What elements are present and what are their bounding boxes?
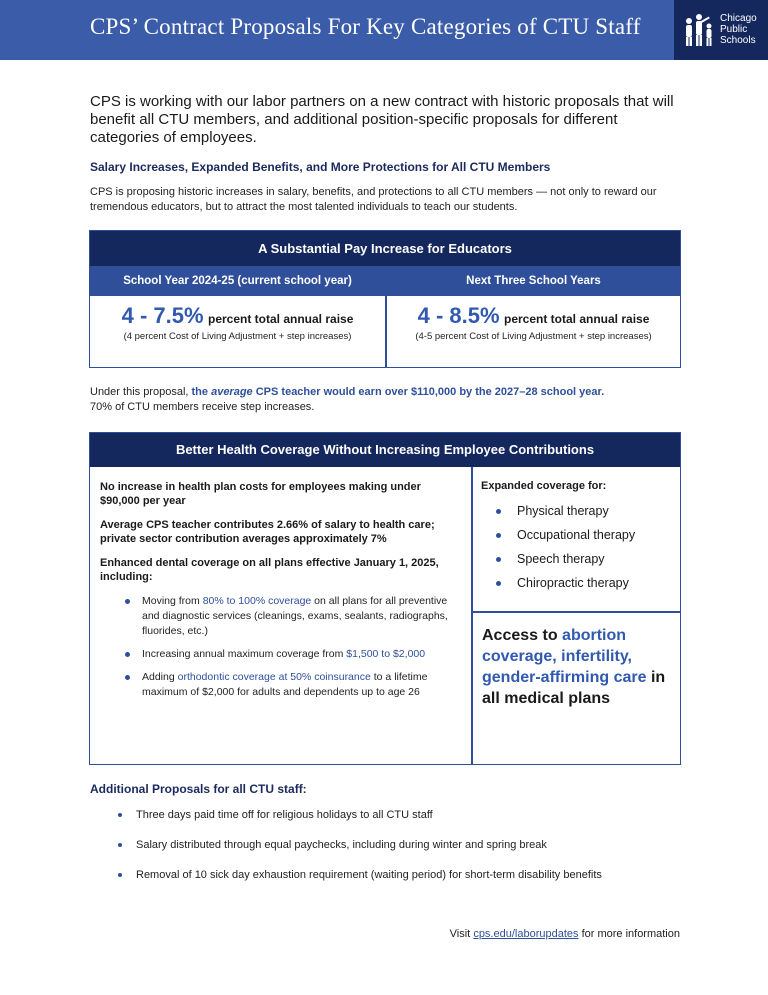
salary-section-description: CPS is proposing historic increases in salary, benefits, and protections to all CTU members — not only to reward our tremendous educators, but to attract the most talented individuals to teach our students. bbox=[90, 186, 657, 213]
expanded-coverage-list bbox=[493, 504, 676, 590]
pay-raise-suffix: percent total annual raise bbox=[504, 312, 650, 326]
additional-proposals-list bbox=[118, 808, 698, 898]
health-coverage-box bbox=[89, 432, 681, 765]
health-box-horizontal-divider bbox=[471, 611, 681, 613]
list-item: Three days paid time off for religious holidays to all CTU staff bbox=[118, 808, 698, 822]
salary-outcome-highlight: the average CPS teacher would earn over $110,000 by the 2027–28 school year. bbox=[191, 386, 605, 398]
page-header bbox=[0, 0, 768, 60]
list-item: Physical therapy bbox=[493, 504, 676, 518]
logo-text: Chicago Public Schools bbox=[720, 13, 757, 46]
list-item: Speech therapy bbox=[493, 552, 676, 566]
intro-paragraph: CPS is working with our labor partners on a new contract with historic proposals that will benefit all CTU members, and additional position-specific proposals for different categories of employees. bbox=[90, 93, 674, 146]
additional-proposals-heading: Additional Proposals for all CTU staff: bbox=[90, 782, 307, 796]
pay-raise-note: (4 percent Cost of Living Adjustment + step increases) bbox=[123, 331, 352, 342]
pay-cell-current bbox=[90, 303, 385, 342]
labor-updates-link[interactable]: cps.edu/laborupdates bbox=[473, 928, 579, 940]
health-point-cost: No increase in health plan costs for employees making under $90,000 per year bbox=[100, 481, 421, 507]
step-increase-note: 70% of CTU members receive step increases. bbox=[90, 401, 315, 413]
pay-cell-next bbox=[387, 303, 680, 342]
pay-raise-value: 4 - 8.5% bbox=[417, 303, 500, 328]
list-item: Occupational therapy bbox=[493, 528, 676, 542]
pay-raise-value: 4 - 7.5% bbox=[121, 303, 204, 328]
health-point-contribution: Average CPS teacher contributes 2.66% of salary to health care; private sector contribution averages approximately 7% bbox=[100, 519, 435, 545]
pay-increase-table bbox=[89, 230, 681, 368]
list-item: Adding orthodontic coverage at 50% coinsurance to a lifetime maximum of $2,000 for adults and dependents up to age 26 bbox=[122, 670, 462, 700]
pay-column-header-current: School Year 2024-25 (current school year) bbox=[90, 266, 385, 296]
footer: Visit cps.edu/laborupdates for more information bbox=[449, 928, 680, 940]
expanded-coverage-title: Expanded coverage for: bbox=[481, 480, 607, 492]
list-item: Chiropractic therapy bbox=[493, 576, 676, 590]
list-item: Salary distributed through equal paychecks, including during winter and spring break bbox=[118, 838, 698, 852]
pay-raise-note: (4-5 percent Cost of Living Adjustment + step increases) bbox=[415, 331, 652, 342]
access-callout: Access to abortion coverage, infertility, gender-affirming care in all medical plans bbox=[482, 627, 666, 707]
chicago-public-schools-logo-icon bbox=[682, 12, 716, 48]
pay-raise-suffix: percent total annual raise bbox=[208, 312, 354, 326]
salary-outcome-text: Under this proposal, the average CPS teacher would earn over $110,000 by the 2027–28 school year. 70% of CTU members receive step increases. bbox=[90, 386, 605, 413]
health-right-column bbox=[481, 480, 676, 600]
list-item: Increasing annual maximum coverage from $1,500 to $2,000 bbox=[122, 647, 462, 662]
pay-column-header-next: Next Three School Years bbox=[387, 266, 680, 296]
cps-logo bbox=[674, 0, 768, 60]
list-item: Removal of 10 sick day exhaustion requirement (waiting period) for short-term disability benefits bbox=[118, 868, 698, 882]
dental-items-list bbox=[122, 594, 462, 700]
salary-section-heading: Salary Increases, Expanded Benefits, and More Protections for All CTU Members bbox=[90, 160, 551, 174]
list-item: Moving from 80% to 100% coverage on all plans for all preventive and diagnostic services (cleanings, exams, sealants, radiographs, fluorides, etc.) bbox=[122, 594, 462, 639]
health-box-vertical-divider bbox=[471, 467, 473, 765]
health-point-dental: Enhanced dental coverage on all plans effective January 1, 2025, including: bbox=[100, 557, 439, 583]
health-left-column bbox=[100, 480, 462, 708]
health-box-title: Better Health Coverage Without Increasing Employee Contributions bbox=[90, 433, 680, 467]
pay-table-title: A Substantial Pay Increase for Educators bbox=[90, 231, 680, 266]
page-title: CPS’ Contract Proposals For Key Categories of CTU Staff bbox=[90, 14, 641, 39]
